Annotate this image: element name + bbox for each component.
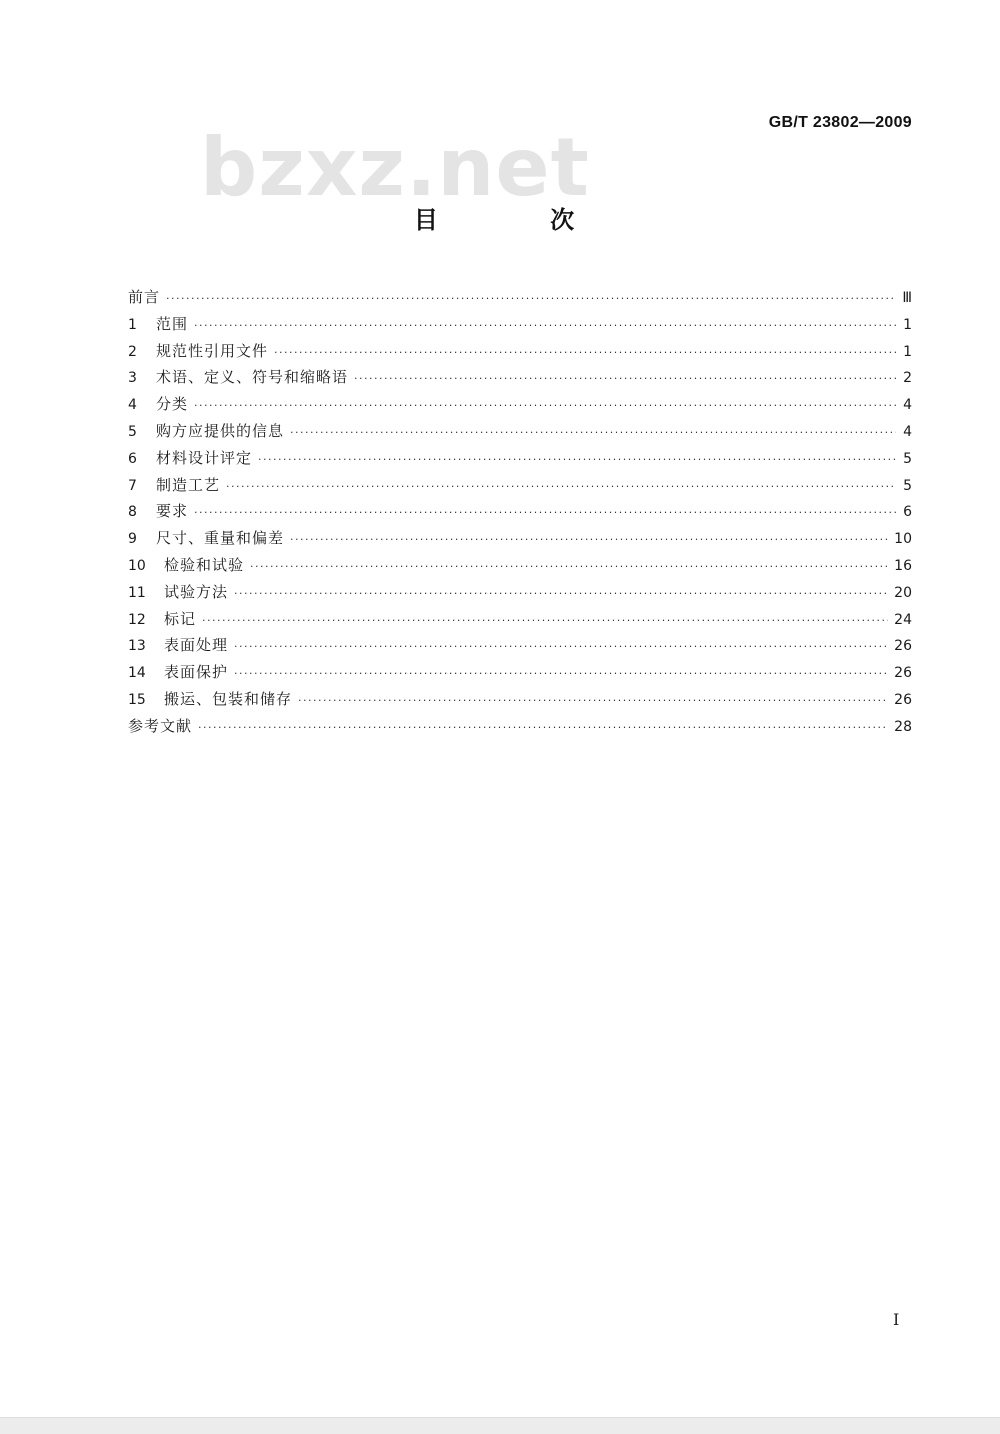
toc-entry-page: 20	[894, 584, 912, 601]
toc-entry-number: 1	[128, 316, 137, 333]
toc-entry-page: 5	[903, 477, 912, 494]
toc-entry-label: 尺寸、重量和偏差	[156, 529, 285, 548]
toc-entry-number: 9	[128, 531, 137, 548]
toc-entry-label: 表面保护	[164, 663, 229, 682]
toc-dot-leader	[198, 715, 888, 742]
toc-entry[interactable]	[128, 284, 912, 311]
toc-entry-number: 2	[128, 343, 137, 360]
toc-entry[interactable]	[128, 713, 912, 740]
toc-entry-page: 24	[894, 611, 912, 628]
toc-entry-label: 表面处理	[164, 636, 229, 655]
toc-entry-page: 26	[894, 638, 912, 655]
toc-entry-label: 标记	[164, 609, 197, 628]
toc-entry-page: 1	[903, 343, 912, 360]
toc-entry[interactable]	[128, 472, 912, 499]
toc-entry-label: 购方应提供的信息	[156, 421, 285, 440]
toc-entry-page: 4	[903, 397, 912, 414]
toc-entry[interactable]	[128, 311, 912, 338]
toc-entry-number: 8	[128, 504, 137, 521]
toc-entry-number: 15	[128, 691, 146, 708]
toc-entry-page: 2	[903, 370, 912, 387]
toc-entry-page: 6	[903, 504, 912, 521]
toc-entry[interactable]	[128, 525, 912, 552]
toc-entry-label: 规范性引用文件	[156, 341, 269, 360]
toc-entry-number: 4	[128, 397, 137, 414]
toc-dot-leader	[290, 420, 896, 447]
viewer-bottom-bar	[0, 1417, 1000, 1434]
toc-entry-label: 分类	[156, 395, 189, 414]
toc-dot-leader	[166, 286, 896, 313]
toc-entry[interactable]	[128, 552, 912, 579]
toc-entry-label: 搬运、包装和储存	[164, 689, 293, 708]
toc-entry-label: 检验和试验	[164, 555, 245, 574]
toc-entry-label: 试验方法	[164, 582, 229, 601]
toc-entry-page: 26	[894, 691, 912, 708]
toc-dot-leader	[354, 366, 896, 393]
toc-entry[interactable]	[128, 606, 912, 633]
watermark: bzxz.net	[200, 121, 590, 214]
toc-entry-page: 28	[894, 718, 912, 735]
toc-dot-leader	[194, 500, 896, 527]
toc-entry-label: 制造工艺	[156, 475, 221, 494]
toc-dot-leader	[226, 474, 896, 501]
toc-entry[interactable]	[128, 418, 912, 445]
toc-dot-leader	[194, 313, 896, 340]
toc-entry-number: 5	[128, 423, 137, 440]
toc-dot-leader	[258, 447, 896, 474]
toc-entry-number: 14	[128, 665, 146, 682]
toc-dot-leader	[194, 393, 896, 420]
toc-entry-number: 6	[128, 450, 137, 467]
toc-dot-leader	[274, 340, 896, 367]
toc-entry-number: 12	[128, 611, 146, 628]
toc-entry-page: 1	[903, 316, 912, 333]
toc-dot-leader	[234, 634, 888, 661]
toc-dot-leader	[234, 661, 888, 688]
toc-dot-leader	[234, 581, 888, 608]
standard-code: GB/T 23802—2009	[768, 114, 912, 131]
page-number: I	[893, 1310, 900, 1329]
toc-entry-number: 3	[128, 370, 137, 387]
toc-entry[interactable]	[128, 445, 912, 472]
toc-entry-label: 要求	[156, 502, 189, 521]
toc-entry-label: 材料设计评定	[156, 448, 253, 467]
toc-entry-page: 4	[903, 423, 912, 440]
toc-entry[interactable]	[128, 686, 912, 713]
toc-entry-number: 13	[128, 638, 146, 655]
table-of-contents	[128, 284, 912, 740]
toc-entry-page: 16	[894, 557, 912, 574]
toc-entry[interactable]	[128, 391, 912, 418]
toc-entry[interactable]	[128, 338, 912, 365]
toc-dot-leader	[290, 527, 888, 554]
toc-entry-label: 范围	[156, 314, 189, 333]
toc-entry-label: 前言	[128, 288, 161, 306]
toc-entry[interactable]	[128, 498, 912, 525]
toc-title: 目 次	[413, 206, 627, 234]
toc-dot-leader	[298, 688, 888, 715]
toc-entry-label: 术语、定义、符号和缩略语	[156, 368, 349, 387]
toc-dot-leader	[202, 608, 888, 635]
toc-entry-number: 7	[128, 477, 137, 494]
toc-entry-page: Ⅲ	[902, 290, 912, 306]
toc-entry-number: 11	[128, 584, 146, 601]
toc-entry-page: 26	[894, 665, 912, 682]
toc-entry-page: 10	[894, 531, 912, 548]
toc-entry[interactable]	[128, 579, 912, 606]
toc-entry[interactable]	[128, 364, 912, 391]
toc-entry[interactable]	[128, 632, 912, 659]
toc-entry-page: 5	[903, 450, 912, 467]
toc-entry-label: 参考文献	[128, 716, 193, 735]
toc-entry-number: 10	[128, 557, 146, 574]
toc-dot-leader	[250, 554, 888, 581]
toc-entry[interactable]	[128, 659, 912, 686]
